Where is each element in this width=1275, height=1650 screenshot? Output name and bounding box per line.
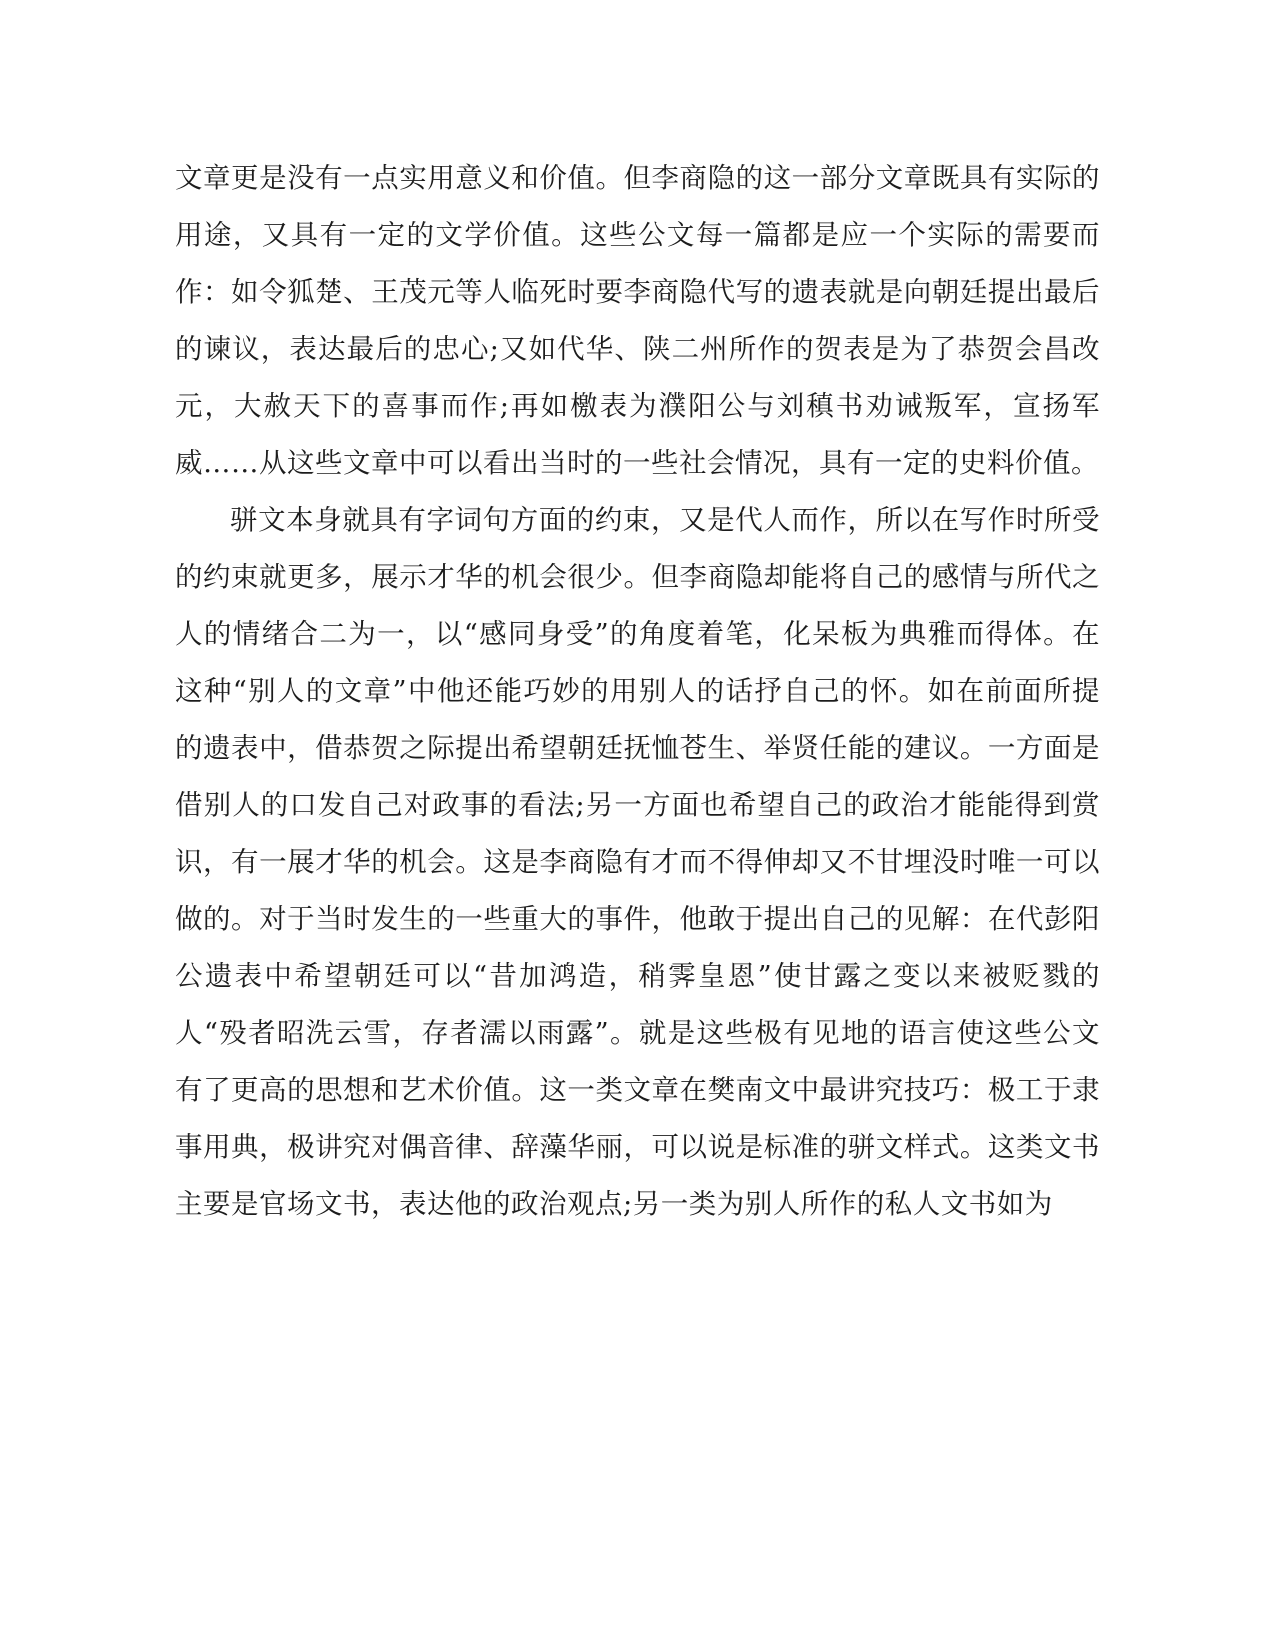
paragraph-2: 骈文本身就具有字词句方面的约束，又是代人而作，所以在写作时所受的约束就更多，展示才华的机会很少。但李商隐却能将自己的感情与所代之人的情绪合二为一，以“感同身受”的角度着笔，化呆板为典雅而得体。在这种“别人的文章”中他还能巧妙的用别人的话抒自己的怀。如在前面所提的遗表中，借恭贺之际提出希望朝廷抚恤苍生、举贤任能的建议。一方面是借别人的口发自己对政事的看法;另一方面也希望自己的政治才能能得到赏识，有一展才华的机会。这是李商隐有才而不得伸却又不甘埋没时唯一可以做的。对于当时发生的一些重大的事件，他敢于提出自己的见解：在代彭阳公遗表中希望朝廷可以“昔加鸿造，稍霁皇恩”使甘露之变以来被贬戮的人“殁者昭洗云雪，存者濡以雨露”。就是这些极有见地的语言使这些公文有了更高的思想和艺术价值。这一类文章在樊南文中最讲究技巧：极工于隶事用典，极讲究对偶音律、辞藻华丽，可以说是标准的骈文样式。这类文书主要是官场文书，表达他的政治观点;另一类为别人所作的私人文书如为 [175,504,1100,1220]
document-body [175,150,1100,1233]
paragraph-1: 文章更是没有一点实用意义和价值。但李商隐的这一部分文章既具有实际的用途，又具有一定的文学价值。这些公文每一篇都是应一个实际的需要而作：如令狐楚、王茂元等人临死时要李商隐代写的遗表就是向朝廷提出最后的谏议，表达最后的忠心;又如代华、陕二州所作的贺表是为了恭贺会昌改元，大赦天下的喜事而作;再如檄表为濮阳公与刘稹书劝诫叛军，宣扬军威……从这些文章中可以看出当时的一些社会情况，具有一定的史料价值。 [175,162,1100,479]
